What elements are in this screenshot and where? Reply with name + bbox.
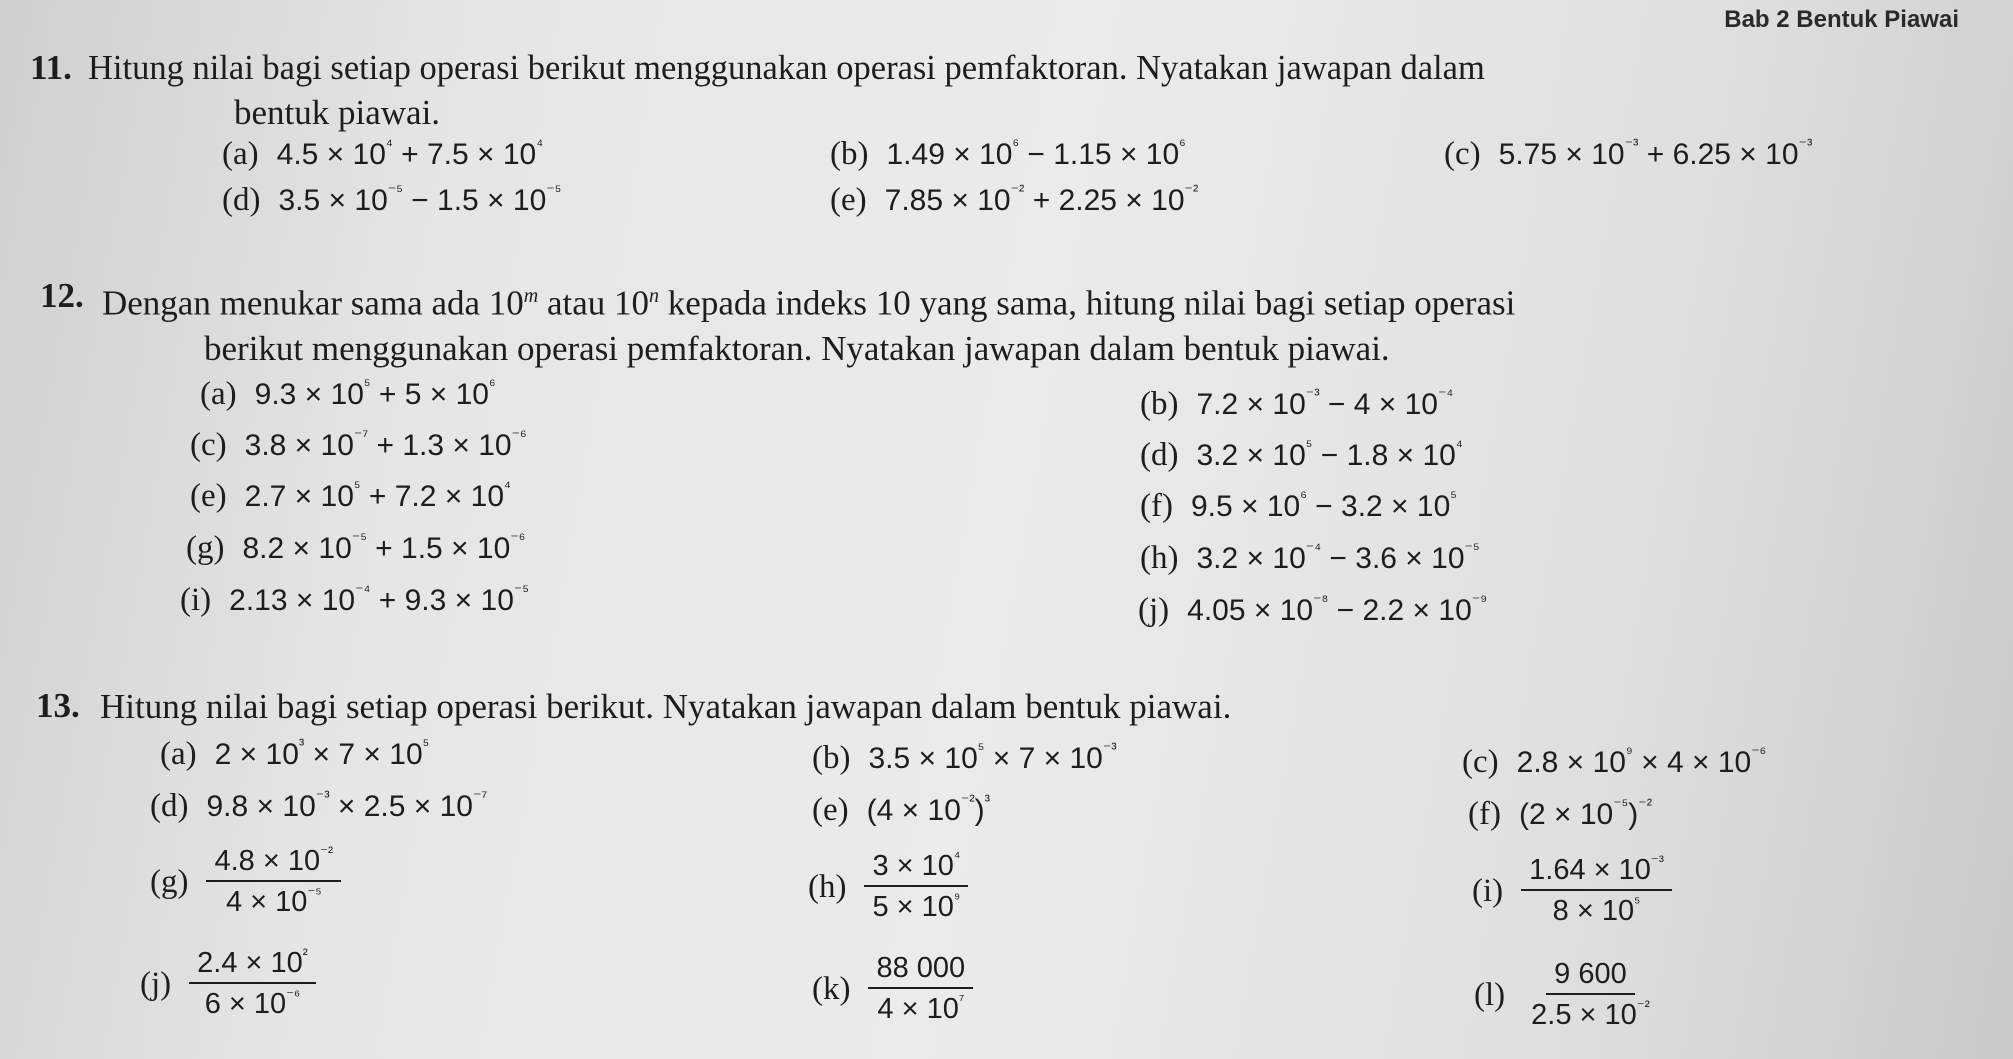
- item-label: (j): [1138, 592, 1170, 628]
- expression: $(2 \times 10^{^{-5}})^{^{-2}}$: [1518, 796, 1653, 831]
- item-label: (b): [812, 740, 851, 776]
- item-label: (a): [222, 136, 259, 172]
- item-label: (a): [160, 736, 197, 772]
- denominator: $6 \times 10^{^{-6}}$: [204, 987, 301, 1020]
- item-label: (d): [222, 182, 261, 218]
- exercise-item: [1140, 540, 1480, 577]
- expression: $4.5 \times 10^{^4} + 7.5 \times 10^{^4}$: [276, 136, 544, 171]
- item-label: (c): [1444, 136, 1481, 172]
- numerator: $3 \times 10^{^4}$: [864, 850, 968, 887]
- expression: $9.3 \times 10^{^5} + 5 \times 10^{^6}$: [254, 376, 496, 411]
- expression: $8.2 \times 10^{^{-5}} + 1.5 \times 10^{^{-6}}$: [242, 530, 526, 565]
- expression: $3.8 \times 10^{^{-7}} + 1.3 \times 10^{^{-6}}$: [244, 427, 527, 462]
- expression: $2.13 \times 10^{^{-4}} + 9.3 \times 10^{^{-5}}$: [229, 582, 529, 617]
- expression: $3.5 \times 10^{^5} \times 7 \times 10^{^{-3}}$: [868, 740, 1117, 775]
- expression: $4.05 \times 10^{^{-8}} - 2.2 \times 10^{^{-9}}$: [1187, 592, 1488, 627]
- numerator: $2.4 \times 10^{^2}$: [189, 947, 316, 984]
- exercise-item: [1468, 796, 1652, 833]
- exercise-item: [1140, 386, 1453, 423]
- item-label: (l): [1474, 976, 1506, 1013]
- exercise-item: [150, 788, 487, 825]
- exercise-item: [1140, 437, 1463, 474]
- item-label: (i): [1472, 872, 1504, 909]
- expression: $1.49 \times 10^{^6} - 1.15 \times 10^{^6}$: [886, 136, 1186, 171]
- item-label: (c): [1462, 744, 1499, 780]
- exercise-item: [830, 136, 1186, 173]
- exponent-m: m: [523, 285, 539, 307]
- text-segment: atau 10: [538, 283, 650, 323]
- expression: $9.8 \times 10^{^{-3}} \times 2.5 \times 10^{^{-7}}$: [206, 788, 488, 823]
- fraction-item: [1472, 854, 1672, 928]
- question-text-line: Hitung nilai bagi setiap operasi berikut. Nyatakan jawapan dalam bentuk piawai.: [100, 687, 1232, 726]
- exercise-item: [1462, 744, 1766, 781]
- item-label: (b): [1140, 386, 1179, 422]
- fraction-item: [150, 845, 341, 919]
- fraction: [868, 952, 973, 1026]
- item-label: (g): [150, 863, 189, 900]
- expression: $3.2 \times 10^{^5} - 1.8 \times 10^{^4}$: [1196, 437, 1463, 472]
- expression: $3.2 \times 10^{^{-4}} - 3.6 \times 10^{^{-5}}$: [1196, 540, 1480, 575]
- fraction: [189, 947, 316, 1021]
- question-number: 12.: [40, 276, 84, 315]
- text-segment: kepada indeks 10 yang sama, hitung nilai bagi setiap operasi: [659, 283, 1516, 323]
- item-label: (f): [1468, 796, 1501, 832]
- item-label: (e): [812, 792, 849, 828]
- expression: $7.2 \times 10^{^{-3}} - 4 \times 10^{^{-4}}$: [1196, 386, 1454, 421]
- exercise-item: [186, 530, 525, 567]
- exercise-item: [190, 478, 511, 515]
- question-text-line: bentuk piawai.: [234, 93, 441, 132]
- item-label: (k): [812, 970, 851, 1007]
- numerator: 9 600: [1546, 958, 1635, 995]
- question-number: 11.: [30, 48, 72, 87]
- question-text-line: [102, 272, 1515, 328]
- item-label: (h): [808, 868, 847, 905]
- item-label: (g): [186, 530, 225, 566]
- numerator: $4.8 \times 10^{^{-2}}$: [206, 845, 341, 882]
- expression: $3.5 \times 10^{^{-5}} - 1.5 \times 10^{^{-5}}$: [278, 182, 562, 217]
- exercise-item: [200, 376, 496, 413]
- exercise-item: [222, 136, 543, 173]
- denominator: $5 \times 10^{^9}$: [872, 890, 961, 923]
- item-label: (h): [1140, 540, 1179, 576]
- expression: $7.85 \times 10^{^{-2}} + 2.25 \times 10^{^{-2}}$: [884, 182, 1199, 217]
- exercise-item: [180, 582, 529, 619]
- exercise-item: [1444, 136, 1812, 173]
- expression: $5.75 \times 10^{^{-3}} + 6.25 \times 10^{^{-3}}$: [1498, 136, 1813, 171]
- numerator: $1.64 \times 10^{^{-3}}$: [1521, 854, 1672, 891]
- chapter-header: Bab 2 Bentuk Piawai: [1724, 6, 1959, 33]
- numerator: 88 000: [868, 952, 973, 989]
- item-label: (b): [830, 136, 869, 172]
- denominator: $4 \times 10^{^{-5}}$: [225, 885, 322, 918]
- fraction: [864, 850, 968, 924]
- item-label: (e): [830, 182, 867, 218]
- fraction-item: [808, 850, 968, 924]
- expression: $(4 \times 10^{^{-2}})^{^3}$: [866, 792, 990, 827]
- question-number: 13.: [36, 686, 80, 725]
- fraction-item: [812, 952, 973, 1026]
- exercise-item: [830, 182, 1198, 219]
- fraction-item: [1474, 958, 1658, 1032]
- item-label: (d): [1140, 437, 1179, 473]
- fraction: [1521, 854, 1672, 928]
- item-label: (f): [1140, 488, 1173, 524]
- question-text-line: Hitung nilai bagi setiap operasi berikut menggunakan operasi pemfaktoran. Nyatakan jawapan dalam: [88, 49, 1485, 87]
- exercise-item: [812, 792, 990, 829]
- item-label: (d): [150, 788, 189, 824]
- item-label: (a): [200, 376, 237, 412]
- expression: $9.5 \times 10^{^6} - 3.2 \times 10^{^5}$: [1190, 488, 1457, 523]
- denominator: $4 \times 10^{^7}$: [877, 992, 965, 1025]
- fraction: [1523, 958, 1658, 1032]
- item-label: (i): [180, 582, 212, 618]
- denominator: $2.5 \times 10^{^{-2}}$: [1531, 998, 1650, 1031]
- fraction-item: [140, 947, 316, 1021]
- expression: $2.8 \times 10^{^9} \times 4 \times 10^{^{-6}}$: [1516, 744, 1767, 779]
- exercise-item: [190, 427, 527, 464]
- item-label: (c): [190, 427, 227, 463]
- fraction: [206, 845, 341, 919]
- text-segment: Dengan menukar sama ada 10: [102, 283, 524, 323]
- exercise-item: [1138, 592, 1487, 629]
- expression: $2 \times 10^{^3} \times 7 \times 10^{^5}$: [214, 736, 430, 771]
- exercise-item: [160, 736, 429, 773]
- exercise-item: [812, 740, 1117, 777]
- item-label: (e): [190, 478, 227, 514]
- item-label: (j): [140, 965, 172, 1002]
- denominator: $8 \times 10^{^5}$: [1552, 894, 1641, 927]
- question-text-line: berikut menggunakan operasi pemfaktoran. Nyatakan jawapan dalam bentuk piawai.: [204, 329, 1390, 368]
- exponent-n: n: [649, 285, 660, 307]
- exercise-item: [1140, 488, 1457, 525]
- expression: $2.7 \times 10^{^5} + 7.2 \times 10^{^4}$: [244, 478, 511, 513]
- exercise-item: [222, 182, 561, 219]
